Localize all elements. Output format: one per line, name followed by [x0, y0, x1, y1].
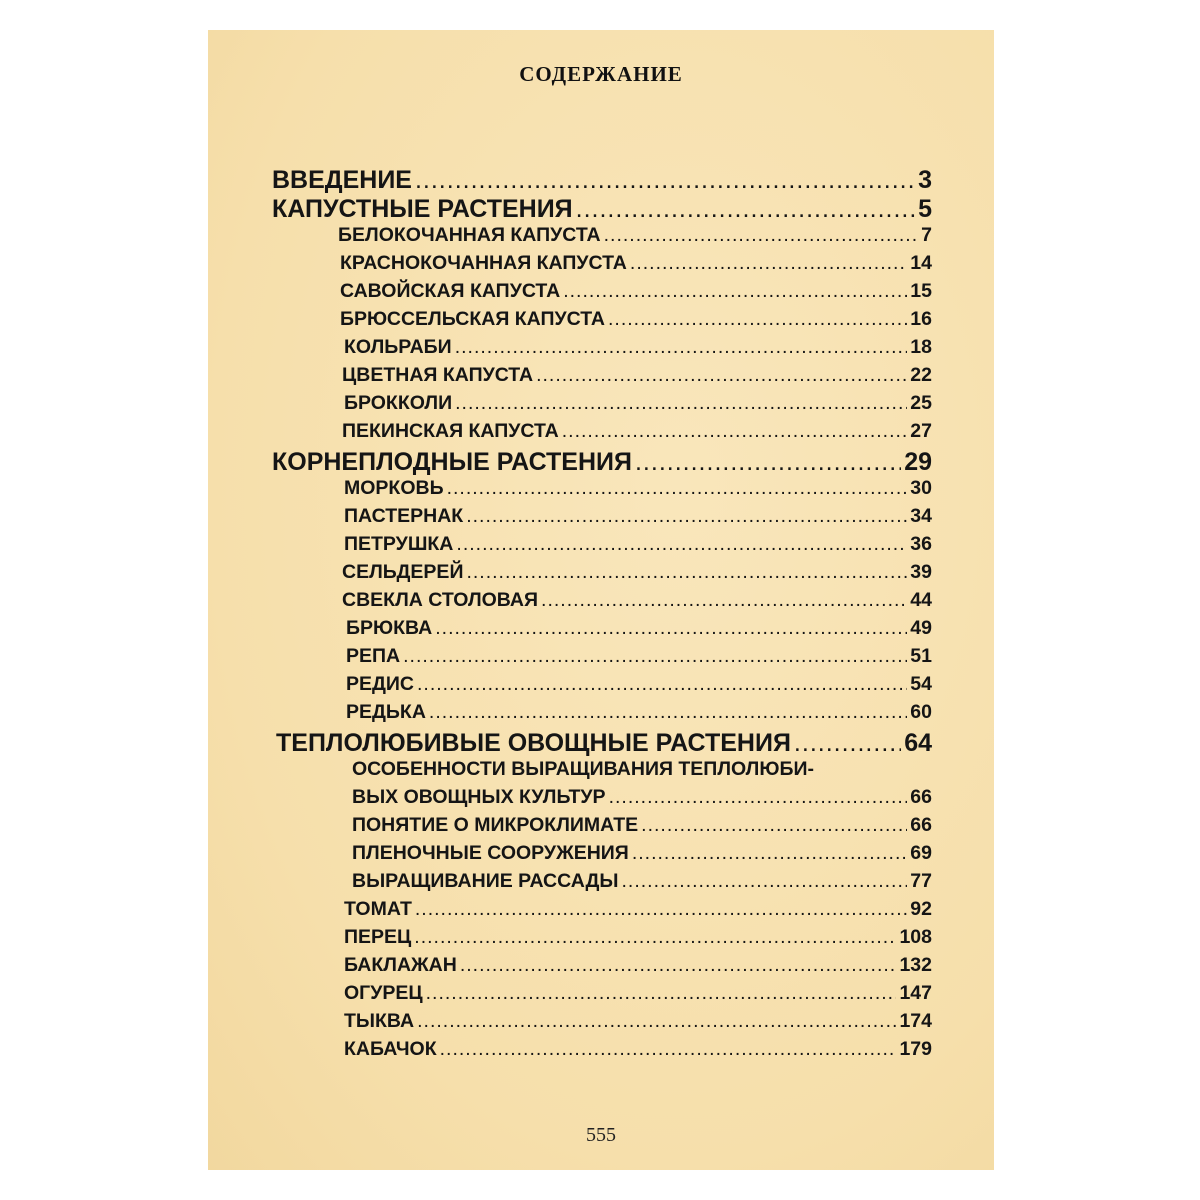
toc-item-title: ОГУРЕЦ	[344, 982, 423, 1004]
toc-item	[272, 1038, 932, 1066]
toc-item-title: ПЕТРУШКА	[344, 533, 454, 555]
toc-section	[272, 448, 932, 477]
toc-leader-dots	[447, 477, 908, 500]
toc-item-title: СВЕКЛА СТОЛОВАЯ	[342, 589, 539, 611]
toc-page-number: 54	[910, 673, 932, 695]
toc-page-number: 3	[918, 166, 932, 194]
toc-item-title: ПЕРЕЦ	[344, 926, 412, 948]
toc-item-continuation	[272, 786, 932, 814]
toc-item	[272, 645, 932, 673]
toc-section	[272, 729, 932, 758]
toc-item	[272, 1010, 932, 1038]
toc-leader-dots	[794, 729, 901, 758]
toc-leader-dots	[632, 842, 907, 865]
toc-item	[272, 280, 932, 308]
toc-leader-dots	[455, 336, 908, 359]
toc-item	[272, 954, 932, 982]
toc-leader-dots	[440, 1038, 897, 1061]
toc-item-title: БРОККОЛИ	[344, 392, 453, 414]
toc-page-number: 39	[910, 561, 932, 583]
toc-leader-dots	[562, 420, 908, 443]
toc-leader-dots	[466, 561, 907, 584]
toc-item-title: РЕПА	[346, 645, 401, 667]
toc-item	[272, 252, 932, 280]
toc-page-number: 7	[921, 224, 932, 246]
toc-page-number: 36	[910, 533, 932, 555]
toc-item-title: МОРКОВЬ	[344, 477, 444, 499]
toc-item-title: ПОНЯТИЕ О МИКРОКЛИМАТЕ	[352, 814, 639, 836]
toc-page-number: 174	[899, 1010, 932, 1032]
toc-item	[272, 505, 932, 533]
toc-page-number: 15	[910, 280, 932, 302]
toc-page-number: 25	[910, 392, 932, 414]
toc-item-title: РЕДЬКА	[346, 701, 426, 723]
toc-item	[272, 308, 932, 336]
toc-item	[272, 673, 932, 701]
toc-leader-dots	[641, 814, 907, 837]
toc-leader-dots	[435, 617, 907, 640]
table-of-contents	[272, 166, 932, 1066]
toc-item	[272, 589, 932, 617]
toc-item-title: ОСОБЕННОСТИ ВЫРАЩИВАНИЯ ТЕПЛОЛЮБИ-	[352, 758, 815, 780]
toc-page-number: 69	[910, 842, 932, 864]
toc-page-number: 64	[904, 729, 932, 757]
toc-page-number: 30	[910, 477, 932, 499]
toc-page-number: 77	[910, 870, 932, 892]
toc-item	[272, 336, 932, 364]
toc-item	[272, 533, 932, 561]
toc-item-title: ТЫКВА	[344, 1010, 415, 1032]
toc-leader-dots	[536, 364, 907, 387]
toc-leader-dots	[403, 645, 907, 668]
toc-page-number: 29	[904, 448, 932, 476]
toc-page-number: 179	[899, 1038, 932, 1060]
toc-leader-dots	[417, 1010, 896, 1033]
toc-leader-dots	[466, 505, 907, 528]
toc-leader-dots	[604, 224, 919, 247]
toc-item	[272, 561, 932, 589]
toc-page-number: 16	[910, 308, 932, 330]
toc-item-title: КРАСНОКОЧАННАЯ КАПУСТА	[340, 252, 627, 274]
toc-page-number: 147	[899, 982, 932, 1004]
toc-leader-dots	[429, 701, 907, 724]
toc-page-number: 22	[910, 364, 932, 386]
toc-page-number: 108	[899, 926, 932, 948]
toc-page-number: 60	[910, 701, 932, 723]
toc-item-title: ПЛЕНОЧНЫЕ СООРУЖЕНИЯ	[352, 842, 629, 864]
toc-item	[272, 870, 932, 898]
toc-page-number: 44	[910, 589, 932, 611]
toc-item	[272, 842, 932, 870]
toc-leader-dots	[563, 280, 907, 303]
toc-leader-dots	[415, 166, 915, 195]
toc-item	[272, 701, 932, 729]
toc-section-title: КОРНЕПЛОДНЫЕ РАСТЕНИЯ	[272, 448, 632, 476]
toc-page-number: 92	[910, 898, 932, 920]
toc-item-title: ПЕКИНСКАЯ КАПУСТА	[342, 420, 559, 442]
toc-page-number: 5	[918, 195, 932, 223]
toc-leader-dots	[456, 533, 907, 556]
toc-page-number: 66	[910, 814, 932, 836]
toc-leader-dots	[635, 448, 901, 477]
toc-item	[272, 926, 932, 954]
toc-leader-dots	[414, 926, 896, 949]
toc-item-title: ЦВЕТНАЯ КАПУСТА	[342, 364, 534, 386]
toc-leader-dots	[608, 308, 907, 331]
toc-leader-dots	[609, 786, 908, 809]
toc-leader-dots	[541, 589, 907, 612]
toc-page-number: 18	[910, 336, 932, 358]
toc-item-title-continued: ВЫХ ОВОЩНЫХ КУЛЬТУР	[352, 786, 606, 808]
page-number: 555	[586, 1124, 616, 1146]
book-page	[208, 30, 994, 1170]
toc-section	[272, 195, 932, 224]
toc-page-number: 66	[910, 786, 932, 808]
toc-item	[272, 477, 932, 505]
toc-section-title: ТЕПЛОЛЮБИВЫЕ ОВОЩНЫЕ РАСТЕНИЯ	[276, 729, 791, 757]
toc-item-title: КОЛЬРАБИ	[344, 336, 452, 358]
toc-leader-dots	[426, 982, 897, 1005]
toc-item-title: БАКЛАЖАН	[344, 954, 457, 976]
toc-leader-dots	[460, 954, 897, 977]
toc-item	[272, 420, 932, 448]
toc-leader-dots	[576, 195, 915, 224]
toc-item-title: БЕЛОКОЧАННАЯ КАПУСТА	[338, 224, 601, 246]
toc-item-title: ТОМАТ	[344, 898, 412, 920]
toc-page-number: 27	[910, 420, 932, 442]
toc-page-number: 34	[910, 505, 932, 527]
toc-item-title: ВЫРАЩИВАНИЕ РАССАДЫ	[352, 870, 619, 892]
toc-item	[272, 758, 932, 786]
toc-item	[272, 364, 932, 392]
toc-item-title: СЕЛЬДЕРЕЙ	[342, 561, 464, 583]
toc-item	[272, 982, 932, 1010]
toc-section-title: КАПУСТНЫЕ РАСТЕНИЯ	[272, 195, 573, 223]
toc-page-number: 132	[899, 954, 932, 976]
toc-item-title: БРЮССЕЛЬСКАЯ КАПУСТА	[340, 308, 605, 330]
toc-page-number: 49	[910, 617, 932, 639]
page-heading: СОДЕРЖАНИЕ	[519, 62, 683, 86]
toc-leader-dots	[417, 673, 907, 696]
toc-item	[272, 898, 932, 926]
toc-item-title: САВОЙСКАЯ КАПУСТА	[340, 280, 561, 302]
toc-leader-dots	[415, 898, 907, 921]
toc-section-title: ВВЕДЕНИЕ	[272, 166, 412, 194]
toc-leader-dots	[455, 392, 907, 415]
toc-item	[272, 224, 932, 252]
toc-page-number: 51	[910, 645, 932, 667]
toc-section	[272, 166, 932, 195]
toc-item-title: ПАСТЕРНАК	[344, 505, 464, 527]
toc-page-number: 14	[910, 252, 932, 274]
toc-item-title: БРЮКВА	[346, 617, 433, 639]
toc-item-title: КАБАЧОК	[344, 1038, 437, 1060]
toc-item	[272, 617, 932, 645]
toc-item-title: РЕДИС	[346, 673, 415, 695]
toc-leader-dots	[630, 252, 907, 275]
toc-leader-dots	[622, 870, 908, 893]
toc-item	[272, 814, 932, 842]
toc-item	[272, 392, 932, 420]
